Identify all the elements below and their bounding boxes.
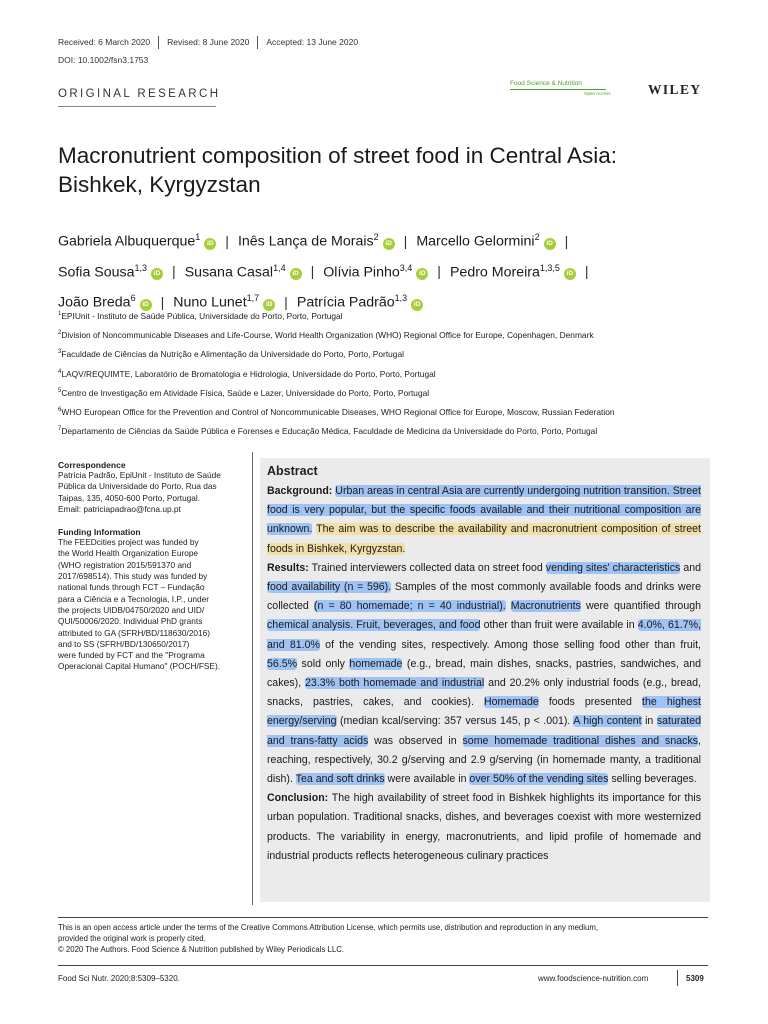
- orcid-icon[interactable]: iD: [544, 238, 556, 250]
- abstract-text: other than fruit were available in: [483, 619, 635, 632]
- journal-logo-rule: [510, 89, 606, 90]
- abstract-text: The high availability of street food in Bishkek highlights its importance for this urban population. Traditional snacks, dishes, and beverages coexist with more westernized products. The variability in energy, macronutrients, and lipid profile of homemade and industrial products reflects heterogeneous culinary practices: [267, 792, 701, 862]
- doi-link[interactable]: DOI: 10.1002/fsn3.1753: [58, 55, 149, 65]
- highlight-blue: Macronutrients: [510, 600, 581, 613]
- abstract-text: , reaching, respectively, 30.2 g/serving and 2.9 g/serving (in homemade manty, a traditional dish).: [267, 734, 701, 786]
- highlight-blue: A high content: [573, 715, 642, 728]
- highlight-blue: 23.3% both homemade and industrial: [305, 677, 485, 690]
- correspondence-line: Taipas, 135, 4050-600 Porto, Portugal.: [58, 492, 201, 503]
- author-name[interactable]: Patrícia Padrão: [296, 295, 395, 312]
- affiliation-text: Centro de Investigação em Atividade Física, Saúde e Lazer, Universidade do Porto, Porto, Portugal: [61, 387, 430, 398]
- orcid-icon[interactable]: iD: [383, 238, 395, 250]
- author-line-1: [58, 224, 718, 255]
- citation: Food Sci Nutr. 2020;8:5309–5320.: [58, 974, 180, 983]
- highlight-blue: Urban areas in central Asia are currently undergoing nutrition transition. Street food is very popular, but the specific foods available and their nutritional composition are unknown.: [267, 485, 701, 536]
- highlight-blue: some homemade traditional dishes and snacks: [462, 734, 699, 747]
- author-line-2: [58, 255, 718, 286]
- author-affil-sup: 2: [373, 232, 379, 242]
- author-separator: |: [584, 264, 589, 281]
- author-name[interactable]: Pedro Moreira: [449, 264, 540, 281]
- abstract-text: of the vending sites, respectively. Among those selling food other than fruit,: [325, 638, 701, 651]
- affiliation-item: [58, 325, 738, 344]
- accepted-date: Accepted: 13 June 2020: [266, 36, 359, 47]
- author-affil-sup: 2: [534, 232, 540, 242]
- author-separator: |: [284, 295, 288, 312]
- affiliation-text: EPIUnit - Instituto de Saúde Pública, Universidade do Porto, Porto, Portugal: [61, 310, 343, 321]
- abstract-body: [267, 482, 701, 866]
- title-line-1: Macronutrient composition of street food in Central Asia:: [58, 143, 618, 168]
- footer-rule: [58, 965, 708, 966]
- affiliation-list: [58, 306, 738, 440]
- highlight-blue: 4.0%, 61.7%, and 81.0%: [267, 619, 701, 651]
- author-affil-sup: 3,4: [399, 262, 413, 273]
- affiliation-number: 5: [58, 387, 62, 394]
- journal-logo-text: Food Science & Nutrition: [510, 80, 582, 87]
- funding-text: [58, 537, 243, 673]
- author-separator: |: [172, 264, 176, 281]
- affiliation-text: LAQV/REQUIMTE, Laboratório de Bromatologia e Hidrologia, Universidade do Porto, Porto, Portugal: [61, 368, 436, 379]
- correspondence-text: [58, 470, 243, 515]
- license-rule: [58, 917, 708, 918]
- copyright-text: © 2020 The Authors. Food Science & Nutrition published by Wiley Periodicals LLC.: [58, 945, 345, 954]
- orcid-icon[interactable]: iD: [564, 268, 576, 280]
- funding-line: QUI/50006/2020. Individual PhD grants: [58, 616, 203, 627]
- journal-logo[interactable]: [510, 80, 640, 96]
- author-name[interactable]: Marcello Gelormini: [416, 233, 535, 250]
- funding-line: the projects UIDB/04750/2020 and UID/: [58, 604, 205, 615]
- highlight-blue: vending sites' characteristics: [545, 561, 681, 574]
- abstract-box: [260, 458, 710, 902]
- highlight-blue: Homemade: [484, 696, 539, 709]
- author-affil-sup: 1,3: [134, 262, 148, 273]
- highlight-blue: the highest energy/serving: [267, 696, 701, 728]
- title-line-2: Bishkek, Kyrgyzstan: [58, 172, 261, 197]
- author-affil-sup: 6: [130, 293, 136, 304]
- highlight-blue: food availability (n = 596).: [267, 581, 392, 594]
- author-affil-sup: 1,3,5: [539, 262, 560, 273]
- affiliation-text: Departamento de Ciências da Saúde Pública e Forenses e Educação Médica, Faculdade de Medicina da Universidade do Porto, Porto, Portugal: [61, 426, 598, 437]
- highlight-blue: Tea and soft drinks: [295, 773, 385, 786]
- author-name[interactable]: Olívia Pinho: [323, 264, 400, 281]
- website-link[interactable]: www.foodscience-nutrition.com: [538, 974, 649, 983]
- abstract-text: Samples of the most commonly available foods and drinks were collected: [267, 581, 701, 613]
- license-block: [58, 922, 718, 955]
- orcid-icon[interactable]: iD: [290, 268, 302, 280]
- orcid-icon[interactable]: iD: [140, 299, 152, 311]
- affiliation-item: [58, 421, 738, 440]
- publication-dates: [58, 36, 358, 49]
- publisher-logo[interactable]: WILEY: [648, 82, 702, 97]
- orcid-icon[interactable]: iD: [416, 268, 428, 280]
- funding-line: para a Ciência e a Tecnologia, I.P., under: [58, 593, 209, 604]
- abstract-text: were quantified through: [585, 600, 701, 613]
- funding-line: The FEEDcities project was funded by: [58, 537, 199, 548]
- author-affil-sup: 1,4: [273, 262, 286, 273]
- column-divider: [252, 452, 253, 905]
- results-label: Results:: [267, 561, 309, 574]
- highlight-blue: 56.5%: [267, 657, 298, 670]
- author-affil-sup: 1,3: [394, 293, 408, 304]
- highlight-blue: homemade: [349, 657, 403, 670]
- author-separator: |: [225, 233, 229, 250]
- affiliation-number: 1: [58, 311, 62, 317]
- article-title: [58, 141, 718, 199]
- background-label: Background:: [267, 485, 333, 497]
- sidebar: [58, 460, 243, 673]
- highlight-blue: (n = 80 homemade; n = 40 industrial).: [313, 600, 506, 613]
- highlight-blue: over 50% of the vending sites: [469, 773, 609, 786]
- funding-line: national funds through FCT – Fundação: [58, 582, 205, 593]
- correspondence-email[interactable]: Email: patriciapadrao@fcna.up.pt: [58, 503, 181, 514]
- abstract-text: and: [683, 561, 701, 574]
- funding-line: the World Health Organization Europe: [58, 548, 199, 559]
- orcid-icon[interactable]: iD: [204, 238, 216, 250]
- highlight-blue: saturated and trans-fatty acids: [267, 715, 702, 747]
- abstract-text: foods presented: [548, 696, 632, 709]
- abstract-text: and 20.2% only industrial foods (e.g., bread, snacks, pastries, cakes, and cookies).: [267, 677, 701, 709]
- author-separator: |: [437, 264, 441, 281]
- page-number: 5309: [686, 974, 704, 983]
- affiliation-number: 2: [58, 330, 62, 337]
- funding-line: attributed to GA (SFRH/BD/118630/2016): [58, 627, 211, 638]
- author-affil-sup: 1: [195, 232, 201, 242]
- correspondence-line: Pública da Universidade do Porto, Rua das: [58, 481, 217, 492]
- received-date: Received: 6 March 2020: [58, 36, 151, 47]
- section-underline: [58, 106, 216, 107]
- affiliation-text: WHO European Office for the Prevention and Control of Noncommunicable Diseases, WHO Regional Office for Europe, Moscow, Russian Federation: [61, 406, 615, 417]
- conclusion-label: Conclusion:: [267, 792, 329, 805]
- affiliation-text: Division of Noncommunicable Diseases and Life-Course, World Health Organization (WHO) Regional Office for Europe, Copenhagen, Denmark: [61, 330, 594, 340]
- affiliation-item: [58, 383, 738, 402]
- abstract-text: was observed in: [374, 734, 457, 747]
- funding-line: were funded by FCT and the "Programa: [58, 650, 205, 661]
- funding-line: Operacional Capital Humano" (POCH/FSE).: [58, 661, 221, 672]
- abstract-heading: Abstract: [267, 464, 318, 478]
- author-separator: |: [403, 233, 408, 250]
- author-name[interactable]: João Breda: [58, 295, 131, 312]
- abstract-text: sold only: [301, 657, 345, 670]
- abstract-text: in: [645, 715, 654, 728]
- author-name[interactable]: Inês Lança de Morais: [237, 233, 374, 250]
- orcid-icon[interactable]: iD: [151, 268, 163, 280]
- affiliation-number: 6: [58, 407, 62, 414]
- funding-line: and to SS (SFRH/BD/130650/2017): [58, 638, 190, 649]
- author-name[interactable]: Susana Casal: [184, 264, 274, 281]
- affiliation-text: Faculdade de Ciências da Nutrição e Alimentação da Universidade do Porto, Porto, Portugal: [61, 349, 404, 360]
- license-text: This is an open access article under the terms of the Creative Commons Attribution License, which permits use, distribution and reproduction in any medium,: [58, 923, 598, 932]
- highlight-yellow: The aim was to describe the availability and macronutrient composition of street foods in Bishkek, Kyrgyzstan.: [267, 523, 701, 555]
- author-separator: |: [310, 264, 315, 281]
- affiliation-number: 7: [58, 426, 62, 433]
- abstract-text: Trained interviewers collected data on street food: [311, 561, 543, 574]
- affiliation-item: [58, 402, 738, 421]
- orcid-icon[interactable]: iD: [263, 299, 275, 311]
- affiliation-item: [58, 306, 738, 325]
- footer-divider: [677, 970, 678, 986]
- section-label: ORIGINAL RESEARCH: [58, 88, 221, 100]
- highlight-blue: chemical analysis. Fruit, beverages, and food: [267, 619, 481, 632]
- author-affil-sup: 1,7: [246, 293, 260, 304]
- correspondence-heading: Correspondence: [58, 460, 126, 470]
- author-list: [58, 224, 718, 316]
- author-name[interactable]: Nuno Lunet: [173, 295, 247, 312]
- affiliation-number: 4: [58, 368, 62, 375]
- abstract-text: were available in: [387, 773, 467, 786]
- affiliation-item: [58, 364, 738, 383]
- funding-line: (WHO registration 2015/591370 and: [58, 559, 192, 570]
- affiliation-item: [58, 344, 738, 363]
- abstract-text: selling beverages.: [611, 773, 697, 786]
- revised-date: Revised: 8 June 2020: [167, 36, 250, 47]
- license-text: provided the original work is properly cited.: [58, 934, 206, 943]
- correspondence-line: Patrícia Padrão, EpiUnit - Instituto de Saúde: [58, 470, 221, 480]
- orcid-icon[interactable]: iD: [411, 299, 423, 311]
- abstract-text: (median kcal/serving: 357 versus 145, p < .001).: [340, 715, 571, 728]
- abstract-text: (e.g., bread, main dishes, snacks, pastries, sandwiches, and cakes),: [267, 657, 702, 690]
- open-access-tag: Open Access: [584, 91, 611, 96]
- funding-line: 2017/698514). This study was funded by: [58, 571, 208, 582]
- affiliation-number: 3: [58, 349, 62, 356]
- author-separator: |: [160, 295, 165, 312]
- author-name[interactable]: Sofia Sousa: [58, 264, 135, 281]
- author-name[interactable]: Gabriela Albuquerque: [58, 233, 196, 250]
- author-separator: |: [564, 233, 569, 250]
- funding-heading: Funding Information: [58, 527, 141, 538]
